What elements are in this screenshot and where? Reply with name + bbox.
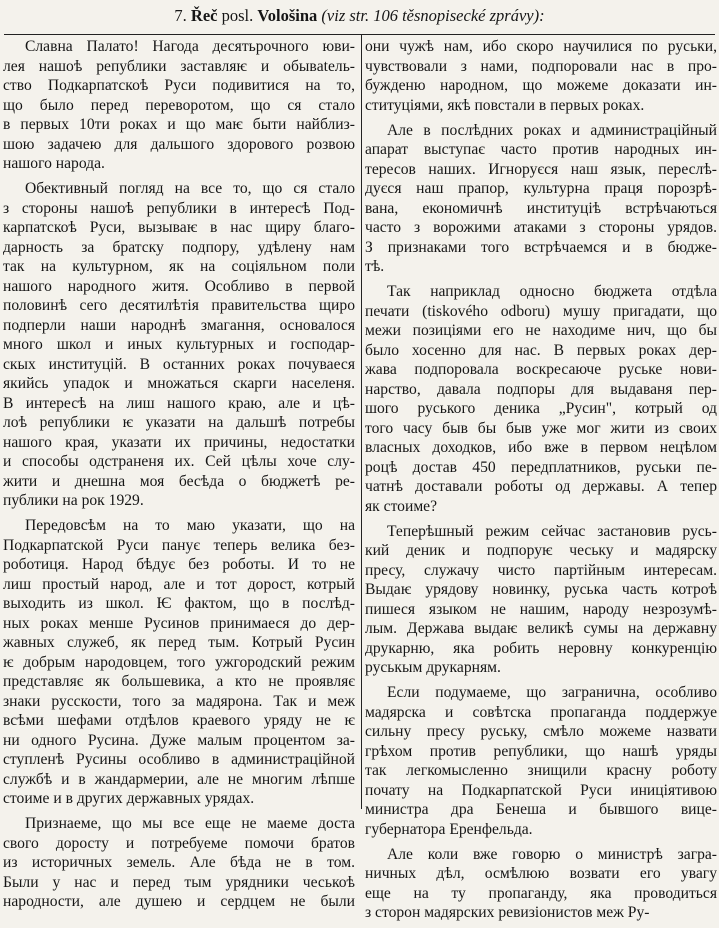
text-line: грѣхом против републики, що нашѣ уряды — [365, 742, 717, 760]
text-line: ничных дѣл, осмѣлюю возвати его увагу — [365, 865, 717, 882]
text-line: чатнѣ доставали роботы од державы. А тепер — [365, 478, 717, 495]
text-line: шого руського деника „Русин", котрый од — [365, 400, 717, 417]
stenographic-reference: (viz str. 106 těsnopisecké zprávy): — [321, 6, 545, 25]
speech-word: Řeč — [190, 6, 218, 25]
heading-divider — [4, 34, 715, 35]
speech-abbr: posl. — [221, 6, 254, 25]
text-line: межи позиціями его не находиме нич, що бы — [365, 322, 717, 339]
text-line: що было перед переворотом, що ся стало — [3, 96, 355, 114]
paragraph — [3, 179, 355, 511]
text-line: народности, але душею и сердцем не были — [3, 893, 355, 910]
paragraph — [3, 37, 355, 174]
text-line: якийсь упадок и множаться скарги населеня. — [3, 375, 355, 392]
text-line: министра дра Бенеша и бывшого вице- — [365, 801, 717, 818]
text-line: ступленѣ Русины особливо в администраційной — [3, 751, 355, 768]
text-line: тересов наших. Игноруєся наш язык, переслѣ- — [365, 160, 717, 178]
text-line: В интересѣ на лиш нашого краю, але и цѣ- — [3, 394, 355, 412]
text-line: сильну пресу руську, смѣло можеме назвати — [365, 723, 717, 740]
text-line: ство Подкарпатскоѣ Руси подивитися на то, — [3, 77, 355, 94]
text-line: половинѣ сего десятилѣтія правительства щиро — [3, 297, 355, 314]
text-line: ных роках менше Русинов принимаеся до дер- — [3, 614, 355, 632]
text-line: кий деник и подпоруѥ чеську и мадярску — [365, 542, 717, 559]
text-line: ституціями, якѣ повстали в первых роках. — [365, 96, 645, 114]
text-line: Если подумаеме, що загранична, особливо — [387, 684, 717, 701]
text-line: Признаеме, що мы все еще не маеме доста — [25, 815, 355, 832]
text-line: дарность за братску подпору, удѣлену нам — [3, 238, 355, 256]
text-line: так на культурном, як на соціяльном поли — [3, 258, 355, 275]
text-line: еще на ту пропаганду, яка проводиться — [365, 884, 717, 902]
text-line: вана, економичнѣ институціѣ встрѣчаються — [365, 199, 717, 217]
text-line: службѣ и в жандармерии, але не многим лѣпше — [3, 770, 355, 788]
text-line: всѣми шефами отдѣлов краевого уряду не ѥ — [3, 712, 355, 729]
text-line: лиш простый народ, але и тот дорост, котрый — [3, 575, 355, 593]
text-line: тѣ. — [365, 258, 385, 275]
text-line: было хосенно для нас. В первых роках дер- — [365, 341, 717, 359]
left-column — [3, 37, 355, 917]
text-line: знаки русскости, того за мадярона. Так и меж — [3, 692, 355, 710]
text-line: роцѣ достав 450 передплатников, руськи пе- — [365, 458, 717, 476]
paragraph — [365, 282, 717, 516]
text-line: губернатора Еренфельда. — [365, 820, 533, 838]
text-line: и способы одстраненя их. Сей цѣлы хоче слу- — [3, 453, 355, 470]
text-line: апарат выступає часто против народных ин- — [365, 141, 717, 158]
paragraph — [365, 683, 717, 839]
paragraph — [365, 37, 717, 115]
text-line: лоѣ републики ѥ указати на дальшѣ потребы — [3, 414, 355, 431]
text-line: Славна Палато! Нагода десятьрочного юви- — [25, 38, 355, 55]
text-line: Але в послѣдних роках и администраційный — [387, 121, 717, 139]
text-line: Але коли вже говорю о министрѣ загра- — [387, 845, 717, 863]
text-line: из историчных земель. Але бѣда не в том. — [3, 854, 355, 871]
text-line: Выдаѥ урядову новинку, руська часть котроѣ — [365, 581, 717, 598]
speaker-name: Vološina — [257, 6, 318, 25]
text-line: выходить из школ. Ѥ фактом, що в послѣд- — [3, 595, 355, 612]
text-line: Теперѣшный режим сейчас застановив русь- — [387, 522, 717, 540]
paragraph — [3, 516, 355, 809]
text-line: шою задачею для дальшого здорового розвою — [3, 135, 355, 153]
text-line: почату на Подкарпатской Руси иниціятивою — [365, 781, 717, 799]
text-line: Передовсѣм на то маю указати, що на — [25, 517, 355, 534]
text-line: жавных служеб, як перед тым. Котрый Русин — [3, 634, 355, 651]
text-line: карпатскоѣ Руси, вызываѥ в нас щиру благо- — [3, 219, 355, 236]
text-line: мадярска и совѣтска пропаганда поддержуе — [365, 703, 717, 721]
text-line: з стороны нашоѣ републики в интересѣ Под- — [3, 199, 355, 217]
text-line: роботиця. Народ бѣдує без роботы. И то не — [3, 556, 355, 573]
right-column — [365, 37, 717, 928]
text-line: лым. Держава выдаѥ великѣ сумы на державну — [365, 620, 717, 637]
text-line: власных доходков, ибо вже в первом нецѣлом — [365, 439, 717, 456]
text-line: Были у нас и перед тым урядники чеськоѣ — [3, 873, 355, 891]
text-line: свого доросту и потребуеме помочи братов — [3, 834, 355, 852]
paragraph — [3, 814, 355, 912]
text-line: друкарню, яка робить неровну конкуренцію — [365, 639, 717, 657]
text-line: часто з ворожими атаками з стороны урядов. — [365, 219, 717, 236]
text-line: нашого народного житя. Особливо в первой — [3, 277, 355, 295]
text-line: печати (tiskového odboru) мушу пригадати, що — [365, 302, 717, 320]
text-line: Обективный погляд на все то, що ся стало — [25, 180, 355, 197]
text-line: ни одного Русина. Дуже малым процентом за- — [3, 731, 355, 749]
text-line: як стоиме? — [365, 497, 438, 515]
text-line: чувствовали з нами, подпоровали нас в про- — [365, 57, 717, 75]
text-line: пресу, служачу чисто партійным интересам. — [365, 561, 717, 579]
text-line: нашого края, указати их причины, недостатки — [3, 433, 355, 451]
text-line: бужденю народном, що можеме доказати ин- — [365, 77, 717, 94]
text-line: они чужѣ нам, ибо скоро научилися по руськи, — [365, 38, 717, 55]
text-line: стоиме и в других державных урядах. — [3, 790, 255, 807]
text-line: з сторон мадярских ревизіонистов меж Ру- — [365, 904, 650, 921]
text-line: в первых 10ти роках и що маѥ быти найблиз- — [3, 116, 355, 133]
text-line: дуєся наш прапор, культурна праця порозрѣ- — [365, 180, 717, 197]
paragraph — [365, 121, 717, 277]
text-line: жава подпоровала воскресаюче руське нови- — [365, 361, 717, 378]
text-line: много школ и иных культурных и господар- — [3, 336, 355, 353]
text-line: подперли наши народнѣ змагання, основалося — [3, 316, 355, 334]
text-line: того часу быв бы быв уже мог жити из своих — [365, 419, 717, 437]
text-line: лея нашоѣ републики заставляѥ и обывatель- — [3, 57, 355, 75]
text-line: скых институцій. В останних роках почуваеся — [3, 355, 355, 373]
text-line: Так наприклад односно бюджета отдѣла — [387, 283, 717, 300]
section-heading — [0, 4, 719, 28]
text-line: Подкарпатской Руси панує теперь велика без- — [3, 536, 355, 554]
text-line: представляє як большевика, а кто не проявляє — [3, 673, 355, 690]
text-line: нарство, давала подпоры для выдаваня пер- — [365, 380, 717, 398]
text-line: публики на рок 1929. — [3, 492, 144, 509]
text-line: ѥ добрым народовцем, того ужгородский режим — [3, 653, 355, 671]
paragraph — [365, 522, 717, 678]
speech-number: 7. — [174, 6, 187, 25]
text-line: пишеся языком не нашим, народу незрозумѣ- — [365, 600, 717, 618]
paragraph — [365, 845, 717, 923]
text-line: нашого народа. — [3, 155, 105, 172]
text-line: жити и днешна моя бесѣда о бюджетѣ ре- — [3, 472, 355, 490]
text-line: З признаками того встрѣчаемся и в бюдже- — [365, 238, 717, 256]
text-line: руськым друкарням. — [365, 659, 501, 676]
column-divider — [361, 35, 362, 809]
text-line: так легкомысленно знищили красну роботу — [365, 762, 717, 779]
